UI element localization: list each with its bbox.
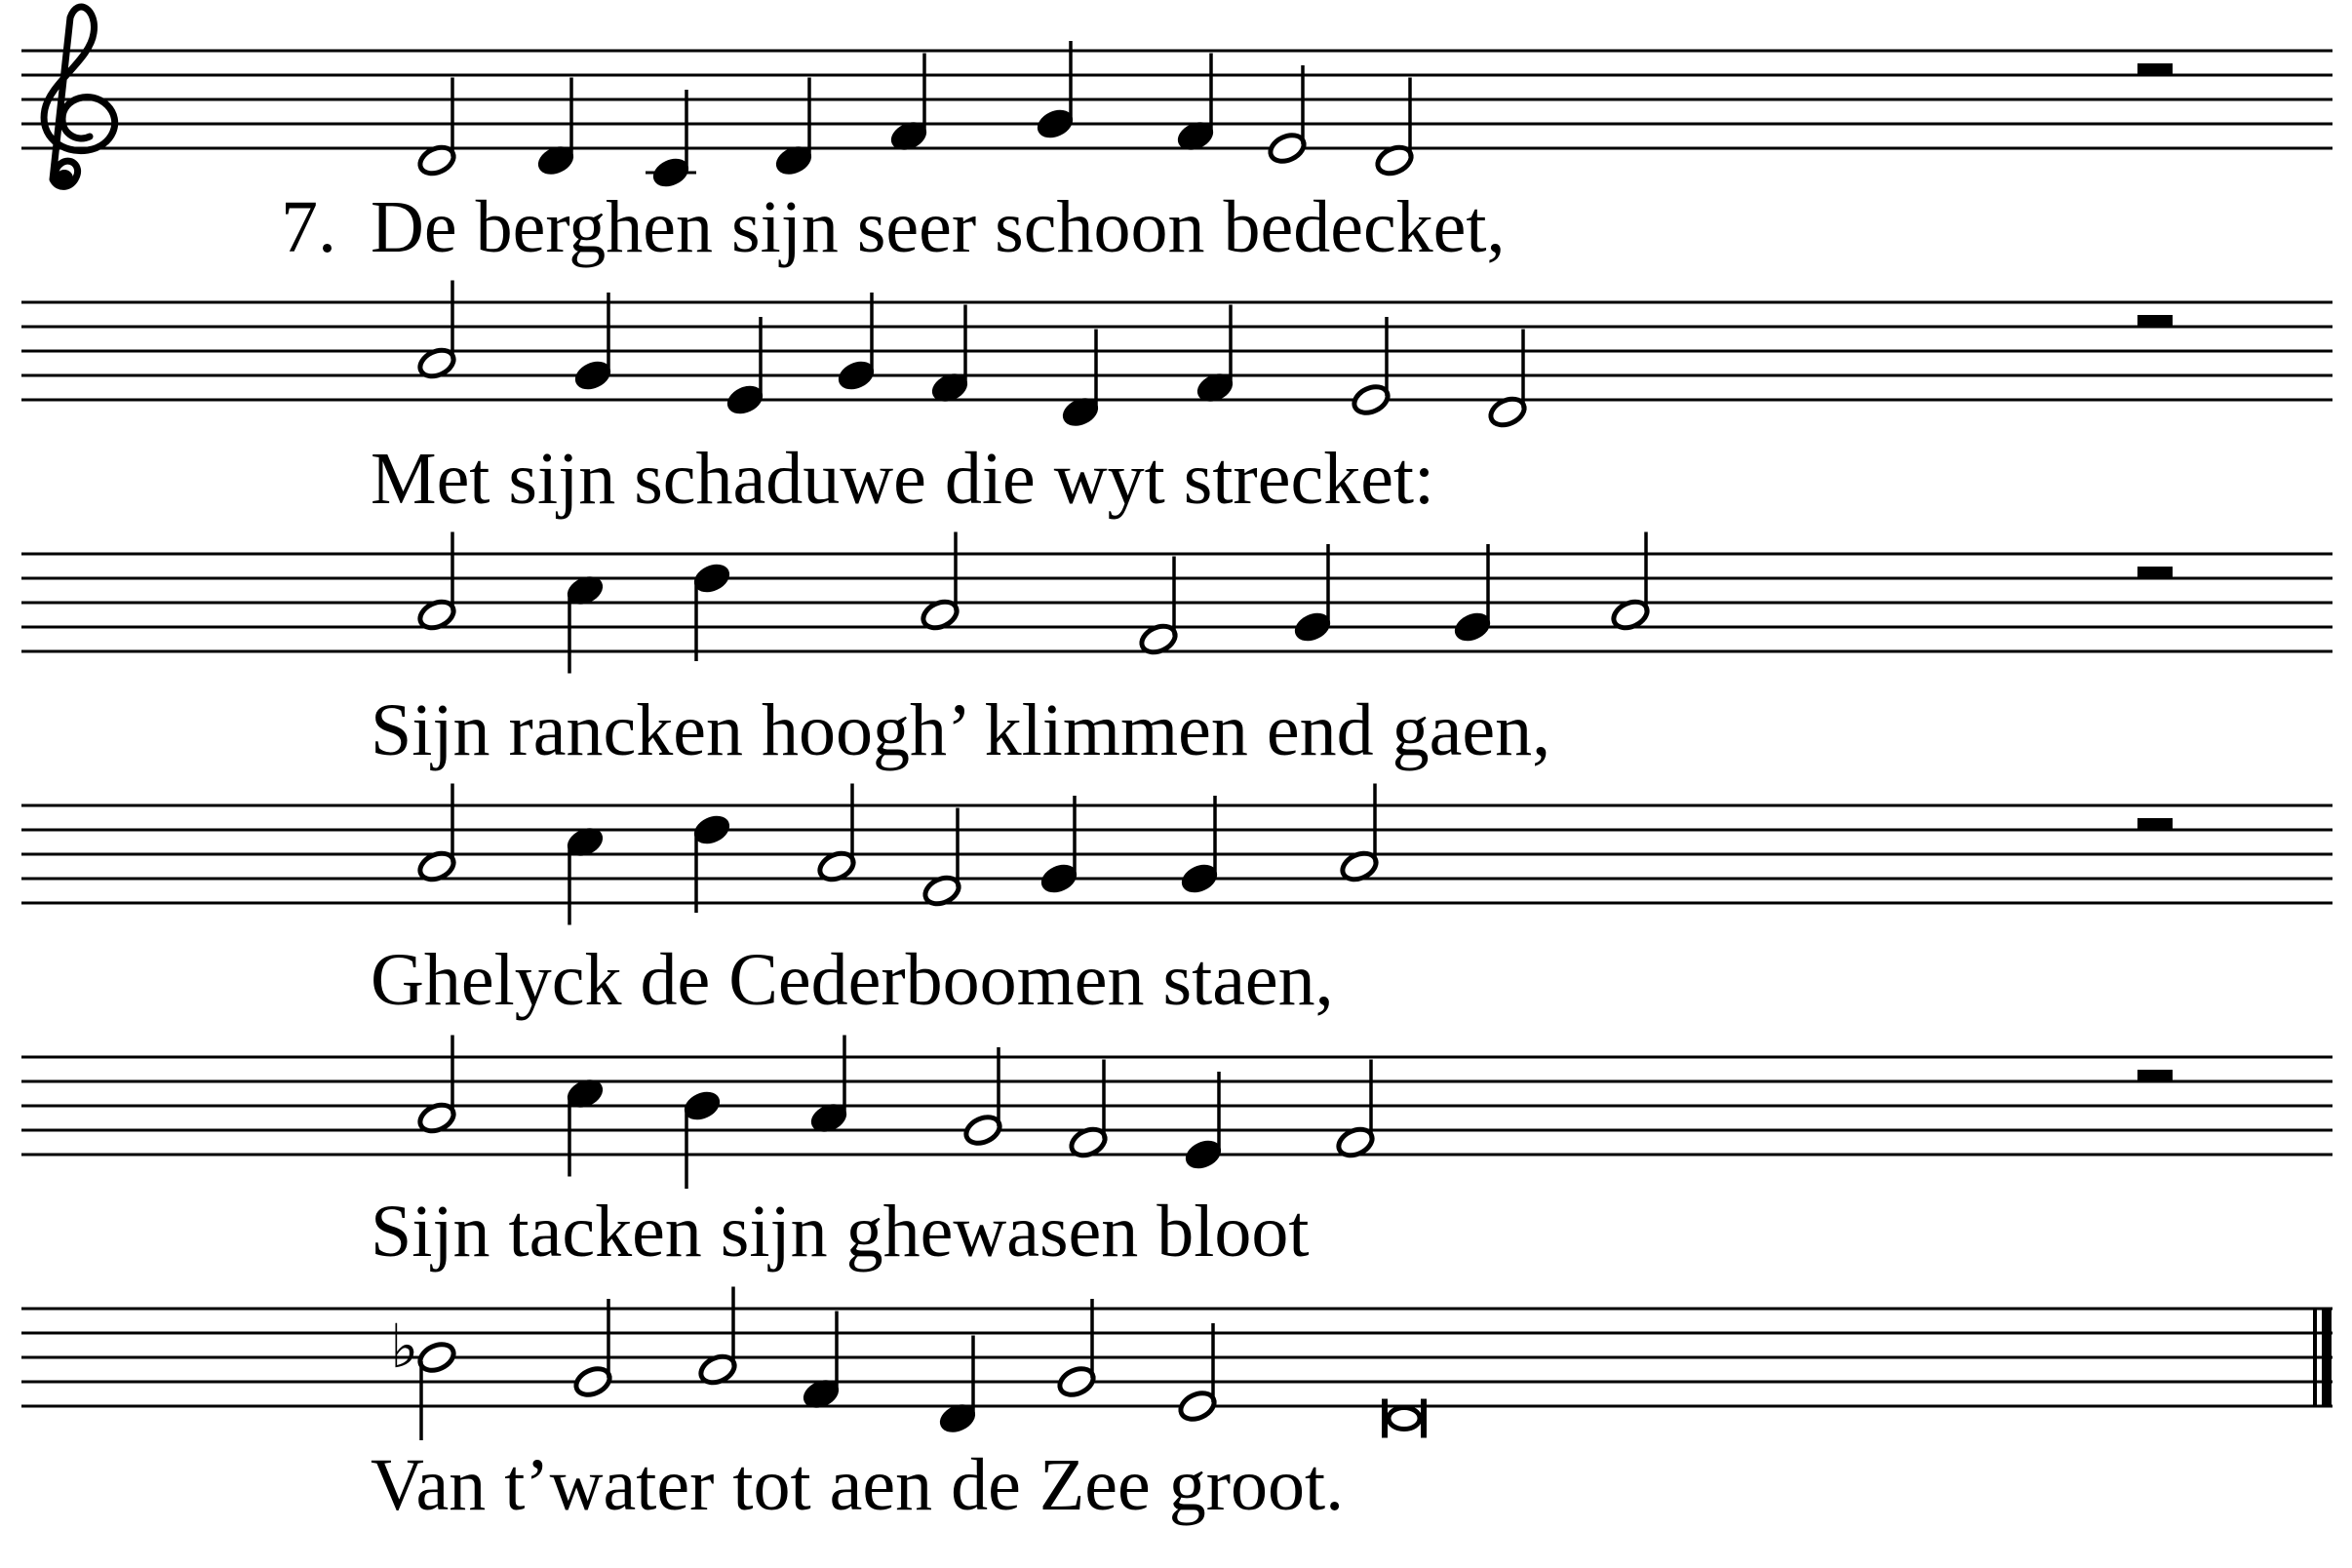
- lyric-line: Sijn tacken sijn ghewasen bloot: [371, 1191, 1310, 1273]
- lyric-line: Sijn rancken hoogh’ klimmen end gaen,: [371, 689, 1551, 771]
- half-rest-icon: [2137, 818, 2173, 831]
- treble-clef-icon: [44, 7, 115, 187]
- lyric-line: Ghelyck de Cederboomen staen,: [371, 939, 1334, 1021]
- final-barline: [2322, 1309, 2332, 1406]
- lyric-line: Van t’water tot aen de Zee groot.: [371, 1444, 1345, 1526]
- half-rest-icon: [2137, 315, 2173, 328]
- half-rest-icon: [2137, 1070, 2173, 1082]
- lyric-line: De berghen sijn seer schoon bedecket,: [371, 186, 1506, 268]
- half-rest-icon: [2137, 567, 2173, 579]
- flat-icon: ♭: [390, 1311, 419, 1382]
- half-rest-icon: [2137, 63, 2173, 76]
- verse-number: 7.: [281, 186, 336, 268]
- breve-note: [1389, 1408, 1420, 1430]
- lyric-line: Met sijn schaduwe die wyt strecket:: [371, 438, 1435, 520]
